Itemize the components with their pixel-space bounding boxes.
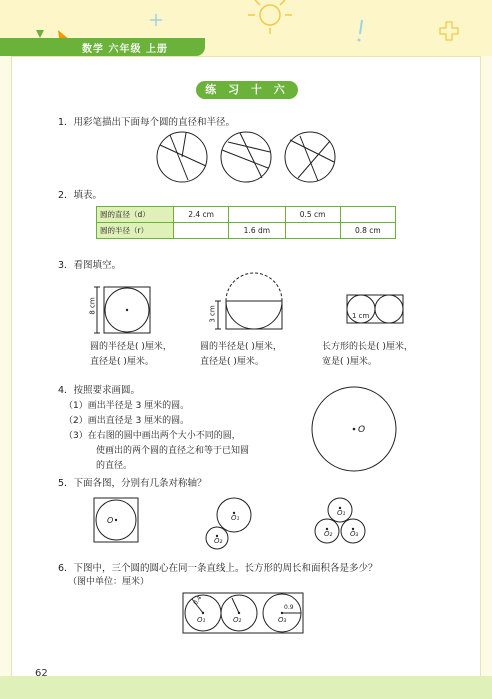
- q3-caption-1b: 直径是( )厘米。: [90, 357, 154, 367]
- q6-label-o2: O₂: [233, 616, 242, 624]
- q3-caption-1a: 圆的半径是( )厘米，: [90, 342, 172, 352]
- q4-prompt: 4．按照要求画圆。: [58, 385, 141, 396]
- q5-label-c1: O₁: [337, 509, 346, 517]
- table-cell[interactable]: 0.5 cm: [285, 207, 340, 223]
- q2-prompt: 2．填表。: [58, 190, 103, 201]
- q3-caption-3a: 长方形的长是( )厘米，: [322, 342, 413, 352]
- q5-label-c3: O₃: [350, 530, 359, 538]
- table-cell[interactable]: 0.8 cm: [340, 223, 395, 239]
- q4-item-3-end: 的直径。: [96, 461, 133, 471]
- q4-item-2: （2）画出直径是 3 厘米的圆。: [64, 416, 190, 426]
- q5-prompt: 5．下面各图，分别有几条对称轴？: [58, 478, 207, 489]
- q6-unit-note: （图中单位：厘米）: [68, 577, 150, 587]
- header-title: 数学 六年级 上册: [82, 44, 168, 55]
- fig2-dimension: 3 cm: [208, 305, 217, 323]
- q5-label-o1: O₁: [231, 514, 240, 522]
- q6-label-o3: O₃: [278, 616, 287, 624]
- q3-caption-2a: 圆的半径是( )厘米，: [200, 342, 282, 352]
- q4-item-3: （3）在右图的圆中画出两个大小不同的圆，: [64, 431, 241, 441]
- q6-label-o1: O₁: [197, 616, 206, 624]
- table-cell[interactable]: 1.6 dm: [229, 223, 285, 239]
- q5-label-c2: O₂: [324, 530, 333, 538]
- q4-center-label: O: [358, 425, 366, 435]
- q1-prompt: 1．用彩笔描出下面每个圆的直径和半径。: [58, 117, 236, 128]
- q3-prompt: 3．看图填空。: [58, 260, 122, 271]
- q5-label-o2: O₂: [214, 537, 223, 545]
- row-header: 圆的直径（d）: [97, 207, 174, 223]
- fig3-dimension: 1 cm: [352, 312, 370, 320]
- q6-dim-1: 0.4: [192, 594, 204, 607]
- q3-caption-2b: 直径是( )厘米。: [200, 357, 264, 367]
- q3-caption-3b: 宽是( )厘米。: [322, 357, 377, 367]
- page-number: 62: [35, 668, 48, 679]
- fig1-dimension: 8 cm: [88, 297, 97, 315]
- q6-prompt: 6．下图中，三个圆的圆心在同一条直线上。长方形的周长和面积各是多少？: [58, 563, 378, 574]
- q4-item-3-cont: 使画出的两个圆的直径之和等于已知圆: [96, 446, 250, 456]
- q5-label-o: O: [107, 516, 114, 525]
- q6-dim-3: 0.9: [284, 604, 294, 611]
- row-header: 圆的半径（r）: [97, 223, 174, 239]
- table-cell[interactable]: 2.4 cm: [174, 207, 229, 223]
- exercise-title: 练 习 十 六: [196, 81, 298, 99]
- q4-item-1: （1）画出半径是 3 厘米的圆。: [64, 401, 190, 411]
